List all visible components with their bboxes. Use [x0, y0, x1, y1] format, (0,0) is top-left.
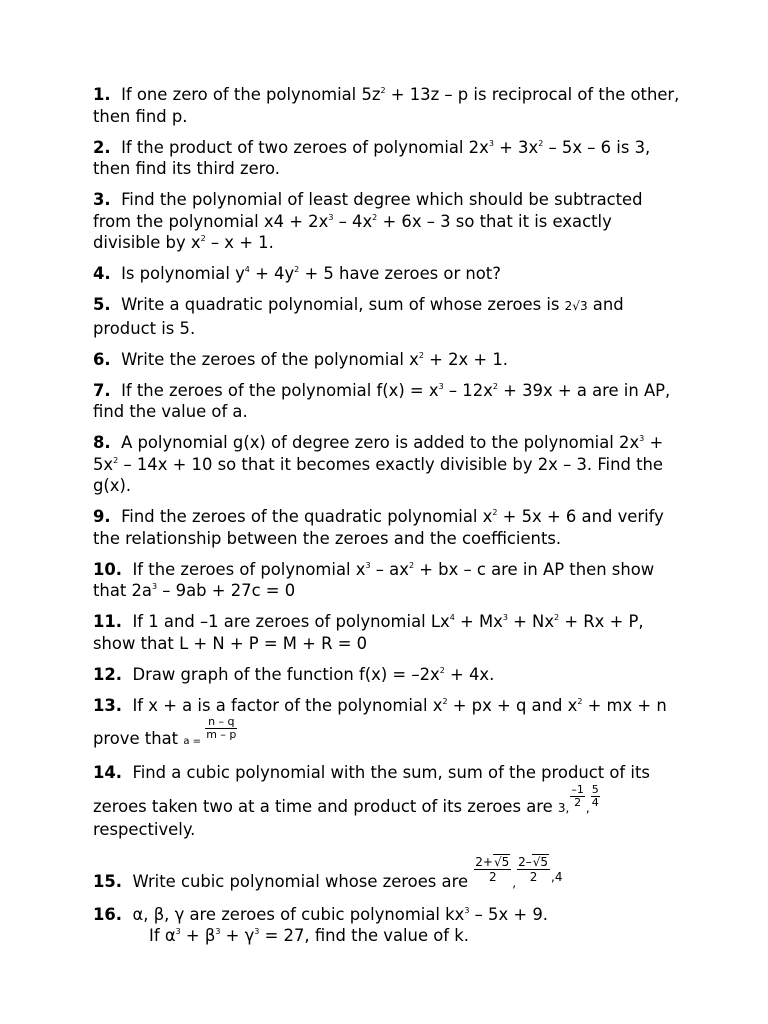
question-11	[93, 611, 680, 654]
question-text: + 13z – p is reciprocal of the other, then find p.	[93, 85, 680, 126]
question-3	[93, 189, 680, 254]
question-number: 11.	[93, 612, 123, 631]
exponent: 2	[372, 212, 378, 222]
exponent: 3	[175, 927, 181, 936]
question-number: 4.	[93, 264, 111, 283]
question-15	[93, 855, 680, 895]
question-number: 7.	[93, 380, 111, 400]
question-13	[93, 695, 680, 753]
question-text: + 4y	[249, 264, 295, 283]
question-text: + Nx	[507, 612, 555, 631]
question-number: 8.	[93, 433, 111, 452]
question-text: If the zeroes of the polynomial f(x) = x	[121, 380, 439, 400]
sqrt-expression: √5	[532, 854, 548, 869]
question-text: + 5x + 6 and verify the relationship between the zeroes and the coefficients.	[93, 507, 664, 548]
question-text: respectively.	[93, 820, 196, 839]
question-number: 9.	[93, 507, 111, 526]
exponent: 3	[215, 927, 221, 936]
math-expression: 2√3	[564, 299, 588, 313]
exponent: 2	[418, 350, 424, 360]
exponent: 2	[380, 86, 386, 95]
question-1	[93, 84, 680, 127]
question-text: – 14x + 10 so that it becomes exactly divisible by 2x – 3. Find the g(x).	[93, 454, 664, 495]
exponent: 2	[492, 381, 498, 391]
question-4	[93, 263, 680, 285]
fraction-numerator: –1	[571, 782, 584, 796]
question-text: – 4x	[333, 211, 373, 231]
question-text: – 5x + 9.	[469, 904, 548, 924]
fraction-denominator: 2	[574, 795, 582, 809]
question-7	[93, 380, 680, 423]
question-text: Find a cubic polynomial with the sum, sum of the product of its zeroes taken two at a time and product of its zeroes are	[93, 763, 650, 816]
question-text: α, β, γ are zeroes of cubic polynomial kx	[132, 904, 465, 924]
question-number: 10.	[93, 559, 123, 579]
exponent: 2	[538, 138, 544, 148]
exponent: 2	[200, 234, 206, 243]
question-text: + mx + n prove that	[93, 695, 667, 748]
question-number: 12.	[93, 664, 123, 684]
math-expression: 2–	[518, 854, 532, 869]
exponent: 2	[442, 696, 448, 706]
question-text: If x + a is a factor of the polynomial x	[132, 695, 443, 715]
exponent: 3	[502, 613, 508, 622]
question-number: 16.	[93, 904, 123, 924]
question-text: Draw graph of the function f(x) = –2x	[132, 664, 440, 684]
fraction-denominator: 2	[529, 869, 538, 884]
exponent: 3	[365, 560, 371, 570]
fraction	[570, 784, 585, 809]
question-text: + 2x + 1.	[423, 349, 509, 369]
fraction	[591, 784, 600, 809]
question-number: 1.	[93, 85, 111, 104]
question-text: + 5x	[93, 433, 664, 474]
question-text: + 4x.	[444, 664, 495, 684]
question-text: – 5x – 6 is 3, then find its third zero.	[93, 137, 651, 178]
question-text: Write a quadratic polynomial, sum of whose zeroes is	[121, 295, 565, 314]
fraction-denominator: 4	[591, 795, 599, 809]
question-text: If 1 and –1 are zeroes of polynomial Lx	[132, 612, 450, 631]
math-expression: ,4	[551, 869, 563, 884]
exponent: 3	[639, 434, 645, 443]
question-2	[93, 137, 680, 180]
exponent: 2	[294, 265, 300, 274]
fraction-denominator: 2	[488, 869, 497, 884]
question-text: If the product of two zeroes of polynomial 2x	[121, 137, 489, 157]
exponent: 2	[577, 696, 583, 706]
question-text: + 5 have zeroes or not?	[299, 264, 501, 283]
question-text: = 27, find the value of k.	[259, 926, 469, 945]
exponent: 2	[439, 665, 445, 675]
fraction-numerator: 5	[591, 782, 599, 796]
question-number: 2.	[93, 137, 111, 157]
question-5	[93, 294, 680, 339]
question-8	[93, 432, 680, 497]
fraction-numerator: n – q	[205, 716, 237, 729]
question-text: + Rx + P, show that L + N + P = M + R = 0	[93, 612, 644, 653]
exponent: 4	[449, 613, 455, 622]
exponent: 2	[492, 508, 498, 517]
question-text: If one zero of the polynomial 5z	[121, 85, 381, 104]
exponent: 3	[464, 905, 470, 915]
question-10	[93, 559, 680, 602]
question-text: – 9ab + 27c = 0	[157, 581, 296, 600]
question-text: – x + 1.	[205, 233, 274, 252]
question-number: 3.	[93, 190, 111, 209]
fraction	[517, 855, 550, 884]
question-text: + bx – c are in AP then show that 2a	[93, 559, 655, 600]
question-text-indented	[93, 926, 469, 945]
question-text: Is polynomial y	[121, 264, 245, 283]
fraction-numerator	[517, 855, 550, 870]
question-text: + 3x	[493, 137, 539, 157]
exponent: 2	[113, 455, 119, 465]
exponent: 3	[151, 582, 158, 591]
question-text: and product is 5.	[93, 295, 624, 338]
question-text: + 6x – 3 so that it is exactly divisible by x	[93, 211, 612, 252]
fraction-numerator	[474, 855, 511, 870]
question-number: 14.	[93, 763, 123, 782]
question-text: Write the zeroes of the polynomial x	[121, 349, 419, 369]
math-expression: ,	[512, 875, 517, 890]
question-number: 15.	[93, 871, 123, 891]
question-text: Find the zeroes of the quadratic polynomial x	[121, 507, 493, 526]
math-expression: a =	[183, 736, 205, 747]
question-text: + β	[180, 926, 216, 945]
fraction	[205, 716, 237, 741]
exponent: 3	[328, 212, 334, 222]
exponent: 2	[408, 560, 415, 570]
question-text: A polynomial g(x) of degree zero is added to the polynomial 2x	[121, 433, 640, 452]
question-text: Write cubic polynomial whose zeroes are	[132, 871, 474, 891]
exponent: 3	[254, 927, 260, 936]
question-text: – ax	[370, 559, 409, 579]
exponent: 4	[244, 265, 250, 274]
question-number: 5.	[93, 295, 111, 314]
question-number: 6.	[93, 349, 111, 369]
sqrt-expression: √5	[493, 854, 510, 869]
math-expression: 3,	[557, 800, 570, 815]
fraction-denominator: m – p	[206, 728, 237, 741]
math-expression: ,	[585, 800, 590, 815]
math-expression: 2+	[475, 854, 493, 869]
question-14	[93, 762, 680, 841]
question-text: + 39x + a are in AP, find the value of a.	[93, 380, 671, 421]
question-text: – 12x	[443, 380, 493, 400]
exponent: 3	[438, 381, 444, 391]
exponent: 2	[554, 613, 560, 622]
question-text: + Mx	[454, 612, 503, 631]
question-text: If the zeroes of polynomial x	[132, 559, 366, 579]
question-text: If α	[149, 926, 176, 945]
question-number: 13.	[93, 695, 123, 715]
question-9	[93, 506, 680, 549]
fraction	[474, 855, 511, 884]
question-text: + γ	[220, 926, 255, 945]
question-text: + px + q and x	[447, 695, 578, 715]
question-6	[93, 349, 680, 371]
exponent: 3	[488, 138, 494, 148]
question-text: Find the polynomial of least degree which should be subtracted from the polynomial x4 + 2x	[93, 190, 643, 231]
question-16	[93, 904, 680, 947]
question-12	[93, 664, 680, 686]
